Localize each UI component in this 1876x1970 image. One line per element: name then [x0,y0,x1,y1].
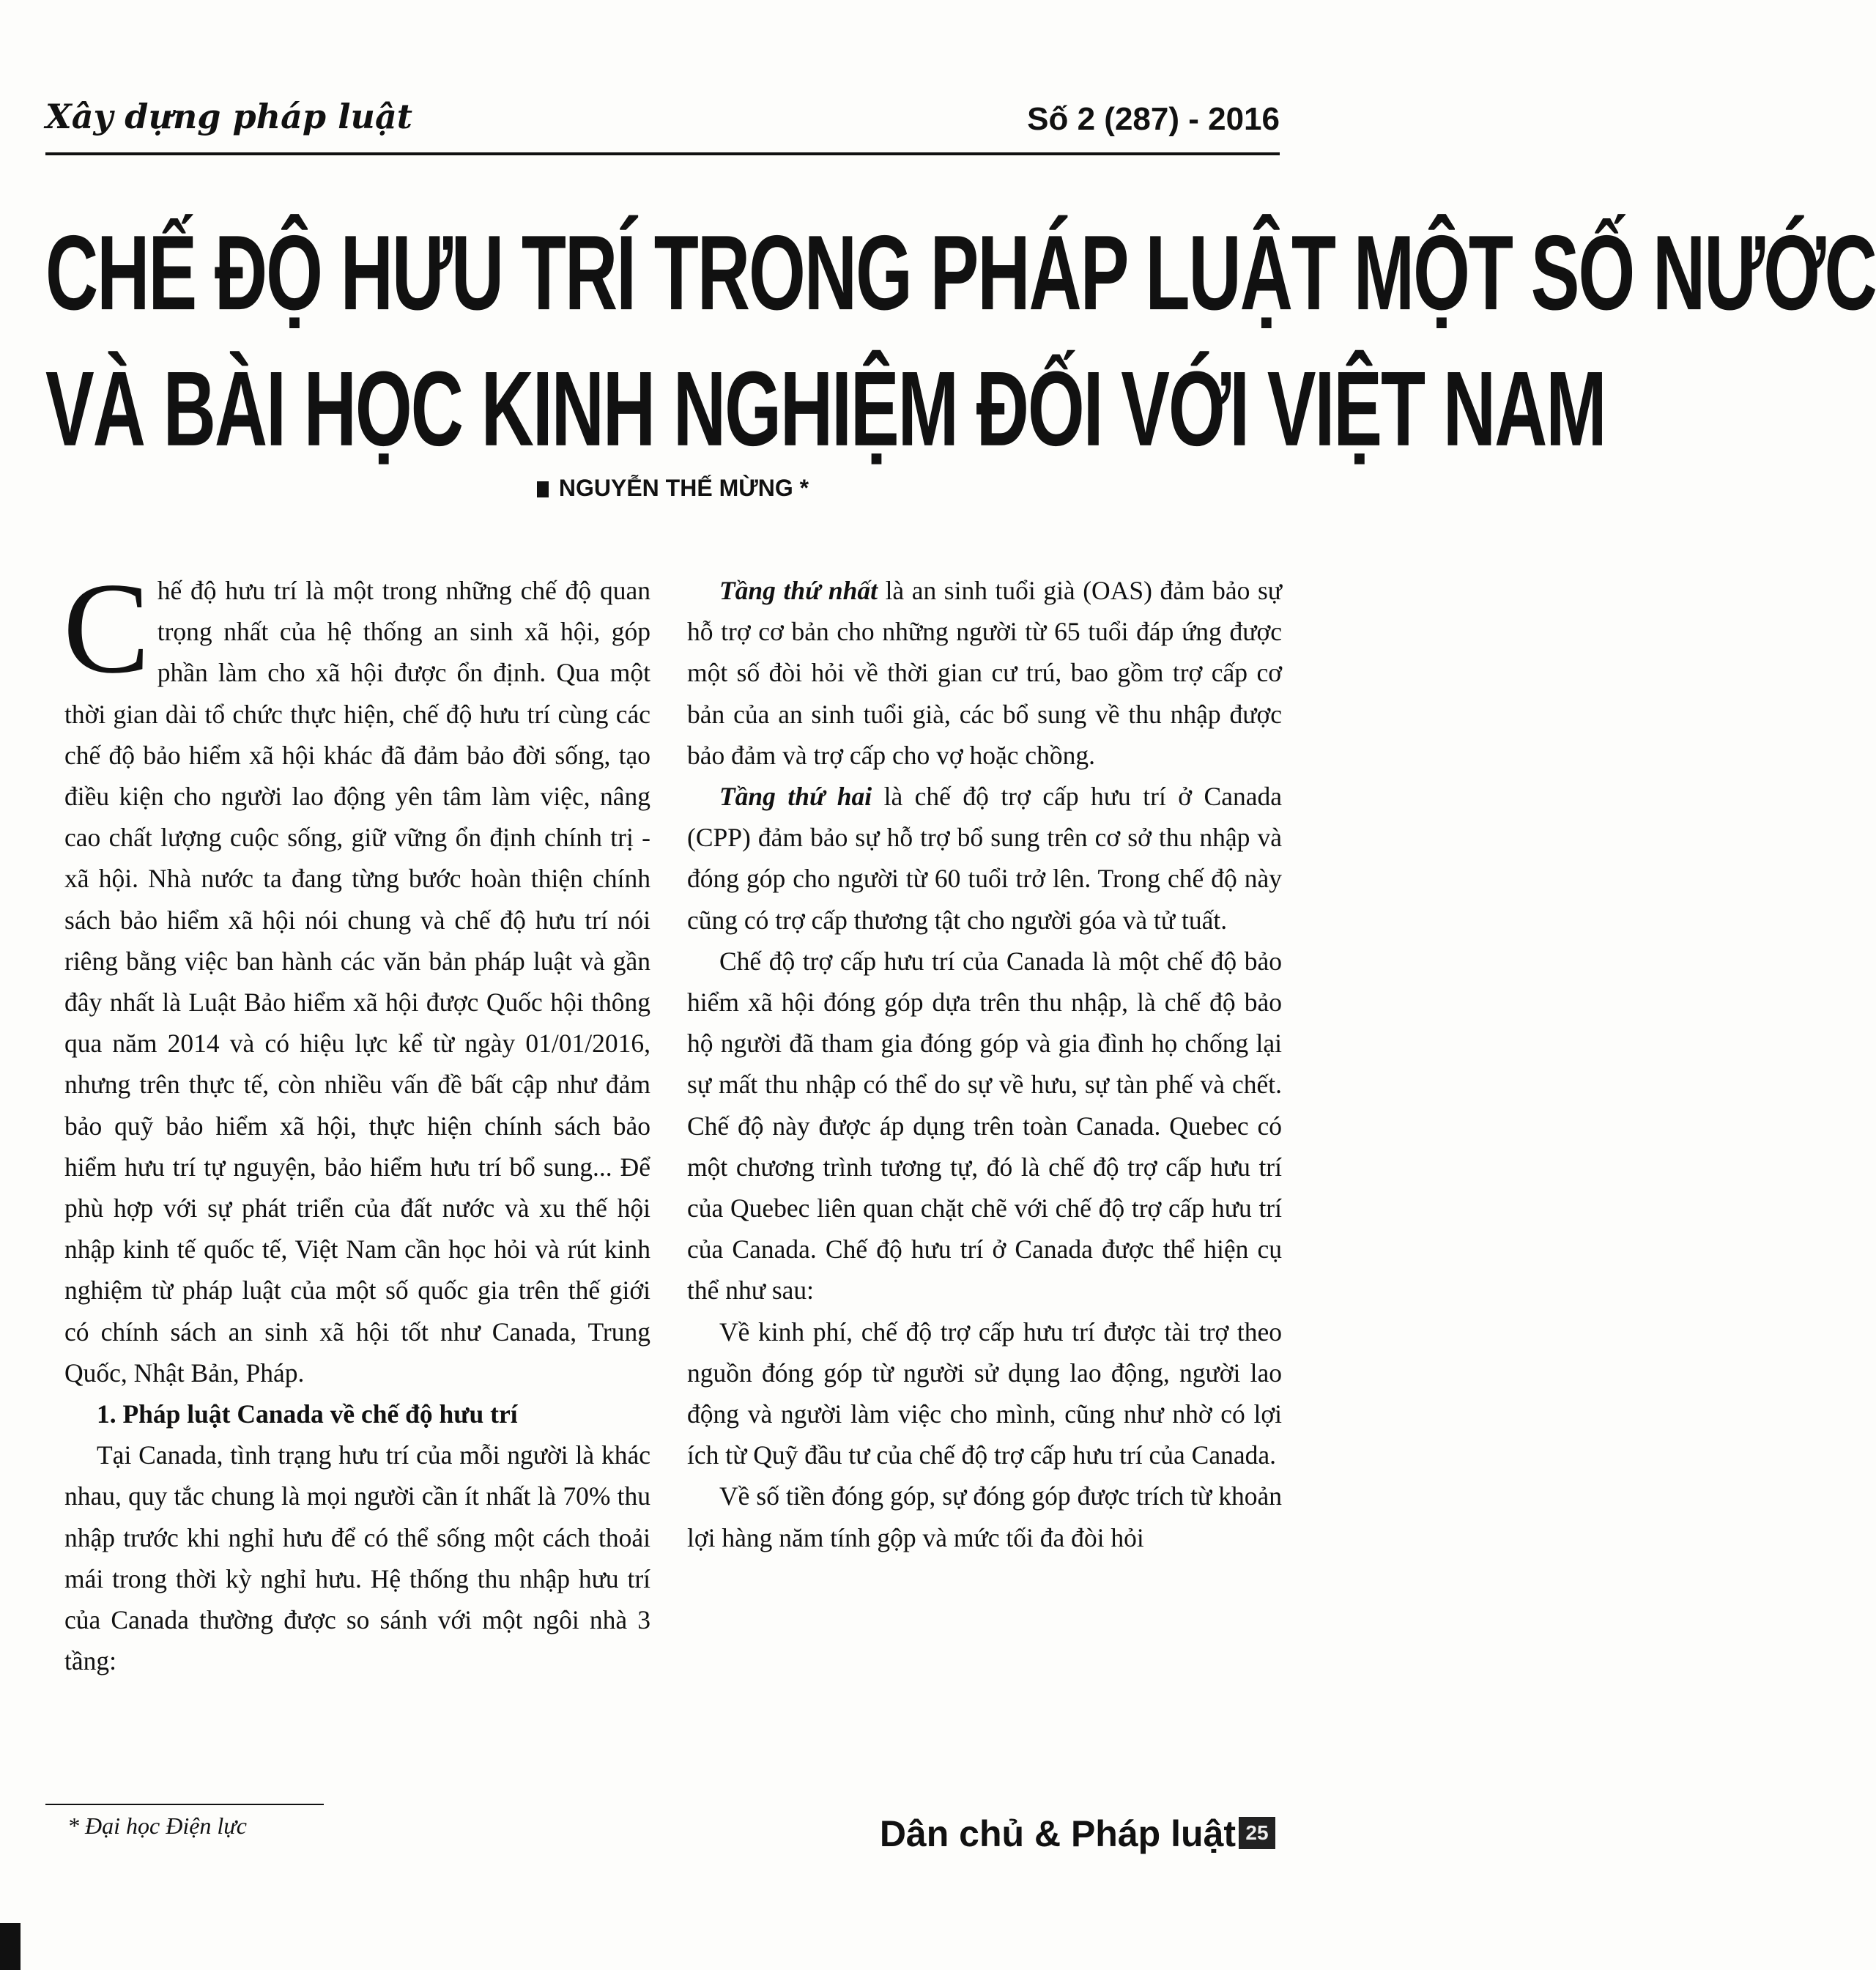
title-line-1: CHẾ ĐỘ HƯU TRÍ TRONG PHÁP LUẬT MỘT SỐ NƯỚC [45,213,1876,333]
left-column [63,555,650,1681]
issue-number: Số 2 (287) - 2016 [1027,101,1280,137]
paragraph-text: là chế độ trợ cấp hưu trí ở Canada (CPP) đảm bảo sự hỗ trợ bổ sung trên cơ sở thu nhập và đóng góp cho người từ 60 tuổi trở lên. Trong chế độ này cũng có trợ cấp thương tật cho người góa và tử tuất. [687,782,1282,935]
footnote-divider [45,1804,324,1805]
author-name: NGUYỄN THẾ MỪNG * [558,475,809,501]
paragraph: Chế độ trợ cấp hưu trí của Canada là một chế độ bảo hiểm xã hội đóng góp dựa trên thu nhập, là chế độ bảo hộ người đã tham gia đóng góp và gia đình họ chống lại sự mất thu nhập có thể do sự về hưu, sự tàn phế và chết. Chế độ này được áp dụng trên toàn Canada. Quebec có một chương trình tương tự, đó là chế độ trợ cấp hưu trí của Quebec liên quan chặt chẽ với chế độ trợ cấp hưu trí của Canada. Chế độ hưu trí ở Canada được thể hiện cụ thể như sau: [687,946,1282,1306]
paragraph-text: là an sinh tuổi già (OAS) đảm bảo sự hỗ trợ cơ bản cho những người từ 65 tuổi đáp ứng được một số đòi hỏi về thời gian cư trú, bao gồm trợ cấp cơ bản của an sinh tuổi già, các bổ sung về thu nhập được bảo đảm và trợ cấp cho vợ hoặc chồng. [687,576,1282,770]
running-header [45,86,1280,155]
lead-term: Tầng thứ nhất [719,576,878,605]
footer-journal-title: Dân chủ & Pháp luật [879,1813,1236,1854]
scan-edge-mark [0,1923,21,1970]
paragraph [687,776,1282,941]
page-number: 25 [1239,1817,1275,1849]
square-bullet-icon [537,481,549,497]
section-heading: 1. Pháp luật Canada về chế độ hưu trí [97,1399,518,1429]
intro-paragraph [63,555,650,1393]
paragraph [687,570,1282,776]
paragraph: Về số tiền đóng góp, sự đóng góp được trích từ khoản lợi hàng năm tính gộp và mức tối đa đòi hỏi [687,1481,1282,1552]
author-byline [0,475,1346,502]
journal-title: Xây dựng pháp luật [45,97,413,136]
right-column [687,570,1282,1558]
paragraph: Về kinh phí, chế độ trợ cấp hưu trí được tài trợ theo nguồn đóng góp từ người sử dụng lao động, người lao động và người làm việc cho mình, cũng như nhờ có lợi ích từ Quỹ đầu tư của chế độ trợ cấp hưu trí của Canada. [687,1317,1282,1470]
drop-cap: C [63,555,150,700]
intro-text: hế độ hưu trí là một trong những chế độ quan trọng nhất của hệ thống an sinh xã hội, góp phần làm cho xã hội được ổn định. Qua một thời gian dài tổ chức thực hiện, chế độ hưu trí cùng các chế độ bảo hiểm xã hội khác đã đảm bảo đời sống, tạo điều kiện cho người lao động yên tâm làm việc, nâng cao chất lượng cuộc sống, giữ vững ổn định chính trị - xã hội. Nhà nước ta đang từng bước hoàn thiện chính sách bảo hiểm xã hội nói chung và chế độ hưu trí nói riêng bằng việc ban hành các văn bản pháp luật và gần đây nhất là Luật Bảo hiểm xã hội được Quốc hội thông qua năm 2014 và có hiệu lực kể từ ngày 01/01/2016, nhưng trên thực tế, còn nhiều vấn đề bất cập như đảm bảo quỹ bảo hiểm xã hội, thực hiện chính sách bảo hiểm hưu trí tự nguyện, bảo hiểm hưu trí bổ sung... Để phù hợp với sự phát triển của đất nước và xu thế hội nhập kinh tế quốc tế, Việt Nam cần học hỏi và rút kinh nghiệm từ pháp luật của một số quốc gia trên thế giới có chính sách an sinh xã hội tốt như Canada, Trung Quốc, Nhật Bản, Pháp. [64,576,650,1388]
lead-term: Tầng thứ hai [719,782,872,812]
title-line-2: VÀ BÀI HỌC KINH NGHIỆM ĐỐI VỚI VIỆT NAM [45,349,1606,469]
footnote: * Đại học Điện lực [67,1812,247,1839]
paragraph: Tại Canada, tình trạng hưu trí của mỗi người là khác nhau, quy tắc chung là mọi người cần ít nhất là 70% thu nhập trước khi nghỉ hưu để có thể sống một cách thoải mái trong thời kỳ nghỉ hưu. Hệ thống thu nhập hưu trí của Canada thường được so sánh với một ngôi nhà 3 tầng: [64,1440,650,1676]
article-title [45,205,1876,477]
